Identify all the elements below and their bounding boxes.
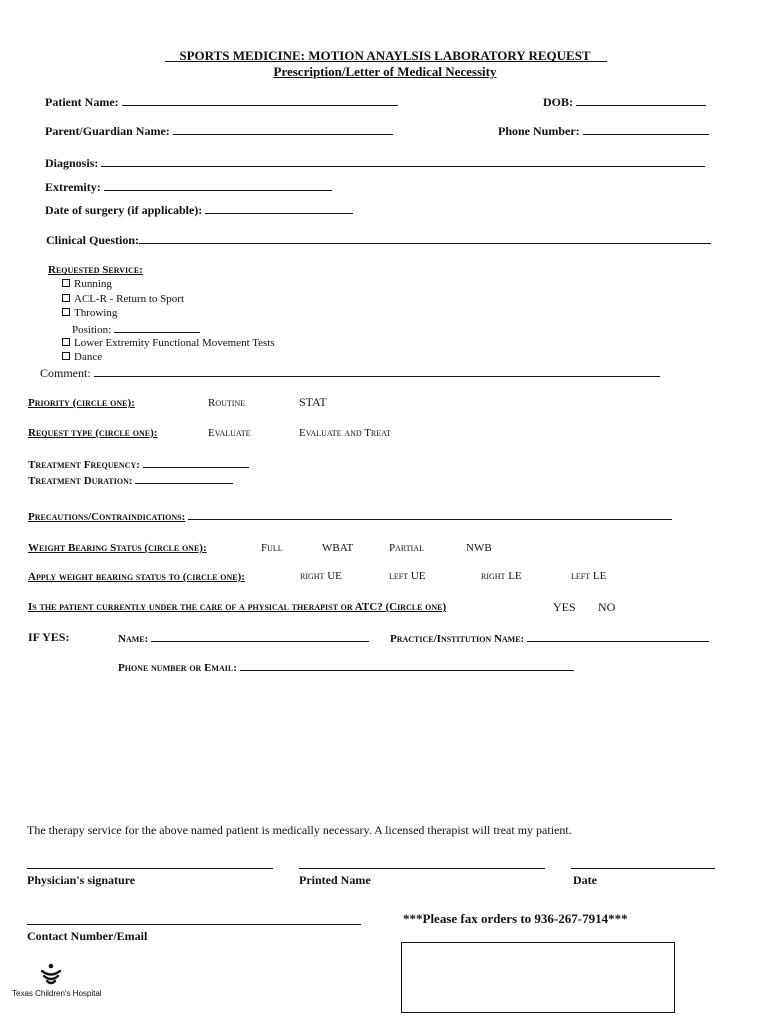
treatment-duration-row xyxy=(28,473,233,487)
apply-right-le[interactable]: right LE xyxy=(481,570,522,582)
priority-routine[interactable]: Routine xyxy=(208,397,246,409)
request-type-evaluate[interactable]: Evaluate xyxy=(208,427,251,439)
position-row xyxy=(72,322,200,336)
printed-name-line[interactable] xyxy=(299,868,545,869)
diagnosis-label: Diagnosis xyxy=(45,156,95,170)
practice-label: Practice/Institution Name: xyxy=(390,633,525,645)
physician-signature-label: Physician's signature xyxy=(27,873,136,887)
extremity-row: Extremity: xyxy=(45,180,332,195)
necessity-statement: The therapy service for the above named patient is medically necessary. A licensed therapist will treat my patient. xyxy=(27,823,572,837)
treatment-frequency-field[interactable] xyxy=(143,457,249,468)
contact-line[interactable] xyxy=(27,924,361,925)
contact-label: Contact Number/Email xyxy=(27,929,148,943)
pt-question-label: Is the patient currently under the care of a physical therapist or ATC? (Circle one) xyxy=(28,601,447,613)
weight-bearing-label: Weight Bearing Status (circle one): xyxy=(28,542,207,554)
treatment-frequency-label: Treatment Frequency: xyxy=(28,459,140,471)
requested-service-heading: Requested Service: xyxy=(48,264,143,276)
checkbox[interactable] xyxy=(62,352,70,360)
request-type-evaluate-treat[interactable]: Evaluate and Treat xyxy=(299,427,391,439)
title-underline xyxy=(165,61,607,62)
parent-name-label: Parent/Guardian Name: xyxy=(45,124,170,138)
clinical-question-field[interactable] xyxy=(139,233,711,244)
priority-stat[interactable]: STAT xyxy=(299,395,327,409)
service-item-acl[interactable]: ACL-R - Return to Sport xyxy=(62,293,184,305)
request-type-label: Request type (circle one): xyxy=(28,427,158,439)
dob-label: DOB: xyxy=(543,95,573,109)
comment-label: Comment: xyxy=(40,366,91,380)
precautions-row xyxy=(28,509,672,523)
apply-wb-label: Apply weight bearing status to (circle one): xyxy=(28,571,245,583)
wb-wbat[interactable]: WBAT xyxy=(322,542,354,554)
service-item-dance[interactable]: Dance xyxy=(62,351,102,363)
dob-field[interactable] xyxy=(576,95,706,106)
if-yes-label: IF YES: xyxy=(28,630,70,644)
fax-instruction: ***Please fax orders to 936-267-7914*** xyxy=(403,911,628,926)
phone-email-label: Phone number or Email: xyxy=(118,662,237,674)
date-label: Date xyxy=(573,873,597,887)
hospital-logo-icon xyxy=(38,963,64,987)
phone-row xyxy=(498,124,709,139)
checkbox[interactable] xyxy=(62,308,70,316)
checkbox[interactable] xyxy=(62,279,70,287)
extremity-field[interactable] xyxy=(104,180,332,191)
patient-name-row: Patient Name: xyxy=(45,95,398,110)
treatment-duration-label: Treatment Duration: xyxy=(28,475,133,487)
printed-name-label: Printed Name xyxy=(299,873,371,887)
apply-left-le[interactable]: left LE xyxy=(571,570,607,582)
apply-right-ue[interactable]: right UE xyxy=(300,570,342,582)
comment-field[interactable] xyxy=(94,366,660,377)
dob-row xyxy=(543,95,706,110)
wb-partial[interactable]: Partial xyxy=(389,542,424,554)
phone-number-label: Phone Number: xyxy=(498,124,580,138)
service-item-throwing[interactable]: Throwing xyxy=(62,307,117,319)
position-label: Position: xyxy=(72,324,112,336)
extremity-label: Extremity xyxy=(45,180,97,194)
clinical-question-row xyxy=(46,233,711,248)
diagnosis-field[interactable] xyxy=(101,156,705,167)
checkbox[interactable] xyxy=(62,294,70,302)
patient-name-field[interactable] xyxy=(122,95,398,106)
parent-name-field[interactable] xyxy=(173,124,393,135)
position-field[interactable] xyxy=(114,322,200,333)
pt-no[interactable]: NO xyxy=(598,600,616,614)
practice-row xyxy=(390,631,709,645)
treatment-duration-field[interactable] xyxy=(135,473,233,484)
surgery-date-row xyxy=(45,203,353,218)
form-title: SPORTS MEDICINE: MOTION ANAYLSIS LABORATORY REQUEST xyxy=(179,48,591,63)
therapist-name-row xyxy=(118,631,369,645)
therapist-name-label: Name: xyxy=(118,633,149,645)
therapist-name-field[interactable] xyxy=(151,631,369,642)
practice-field[interactable] xyxy=(527,631,709,642)
service-item-lefmt[interactable]: Lower Extremity Functional Movement Tests xyxy=(62,337,275,349)
date-line[interactable] xyxy=(571,868,715,869)
physician-signature-line[interactable] xyxy=(27,868,273,869)
precautions-label: Precautions/Contraindications: xyxy=(28,511,186,523)
patient-name-label: Patient Name xyxy=(45,95,115,109)
apply-left-ue[interactable]: left UE xyxy=(389,570,426,582)
treatment-frequency-row xyxy=(28,457,249,471)
hospital-logo-text: Texas Children's Hospital xyxy=(12,989,102,998)
pt-yes[interactable]: YES xyxy=(553,600,576,614)
phone-email-row xyxy=(118,660,574,674)
surgery-date-label: Date of surgery (if applicable): xyxy=(45,203,203,217)
diagnosis-row: Diagnosis: xyxy=(45,156,705,171)
priority-label: Priority (circle one): xyxy=(28,397,135,409)
phone-number-field[interactable] xyxy=(583,124,709,135)
wb-nwb[interactable]: NWB xyxy=(466,542,492,554)
surgery-date-field[interactable] xyxy=(205,203,353,214)
comment-row xyxy=(40,366,660,381)
checkbox[interactable] xyxy=(62,338,70,346)
phone-email-field[interactable] xyxy=(240,660,574,671)
precautions-field[interactable] xyxy=(188,509,672,520)
form-subtitle: Prescription/Letter of Medical Necessity xyxy=(273,64,497,79)
wb-full[interactable]: Full xyxy=(261,542,283,554)
service-item-running[interactable]: Running xyxy=(62,278,112,290)
clinical-question-label: Clinical Question: xyxy=(46,233,140,247)
fax-stamp-box xyxy=(401,942,675,1013)
parent-row xyxy=(45,124,393,139)
